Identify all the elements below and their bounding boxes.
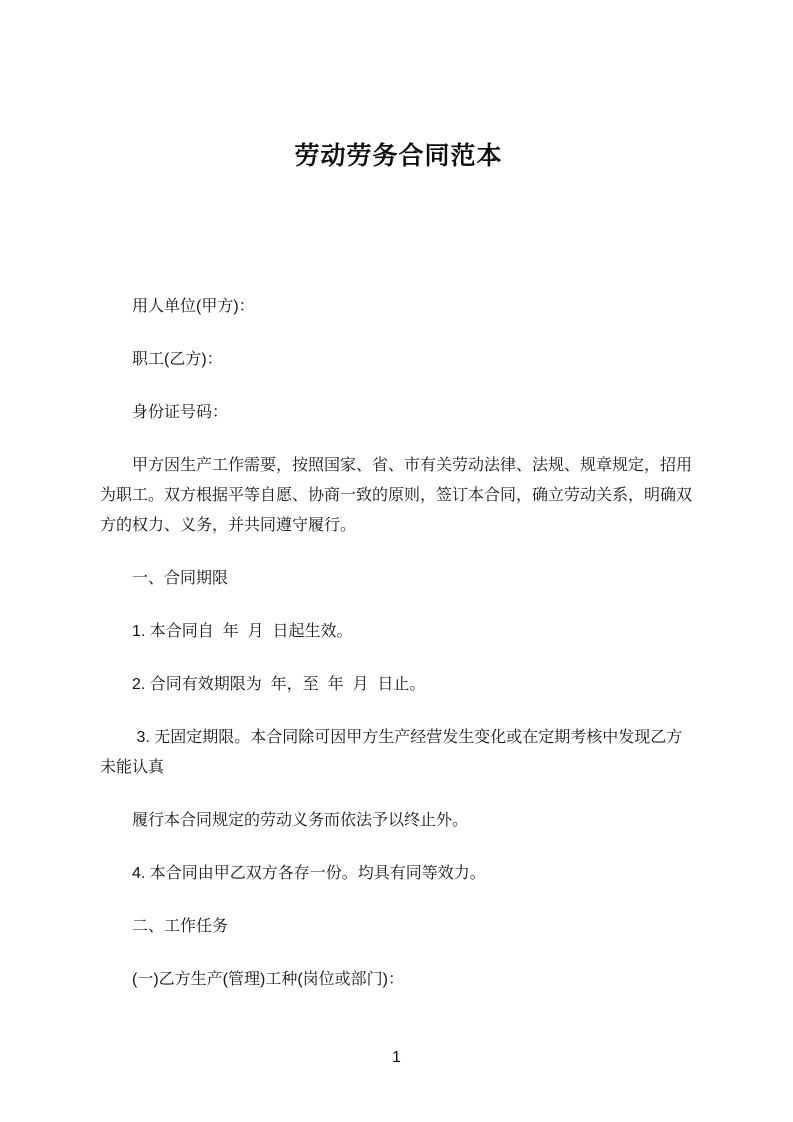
id-number-field: 身份证号码： [132, 404, 229, 421]
section-1-heading: 一、合同期限 [132, 570, 229, 587]
section-2-heading: 二、工作任务 [132, 918, 229, 935]
page-number: 1 [392, 1049, 401, 1066]
document-title: 劳动劳务合同范本 [294, 142, 503, 170]
party-a-field: 用人单位(甲方)： [132, 298, 255, 315]
clause-2-1: (一)乙方生产(管理)工种(岗位或部门)： [132, 971, 404, 988]
intro-paragraph: 甲方因生产工作需要，按照国家、省、市有关劳动法律、法规、规章规定，招用为职工。双方根据平等自愿、协商一致的原则，签订本合同，确立劳动关系，明确双方的权力、义务，并共同遵守履行。 [100, 457, 693, 534]
party-b-field: 职工(乙方)： [132, 351, 223, 368]
clause-1-3: 3. 无固定期限。本合同除可因甲方生产经营发生变化或在定期考核中发现乙方未能认真 [100, 729, 683, 776]
clause-1-3-continuation: 履行本合同规定的劳动义务而依法予以终止外。 [132, 812, 469, 829]
clause-1-4: 4. 本合同由甲乙双方各存一份。均具有同等效力。 [132, 865, 486, 882]
clause-1-1: 1. 本合同自 年 月 日起生效。 [132, 623, 353, 640]
clause-1-2: 2. 合同有效期限为 年，至 年 月 日止。 [132, 676, 426, 693]
